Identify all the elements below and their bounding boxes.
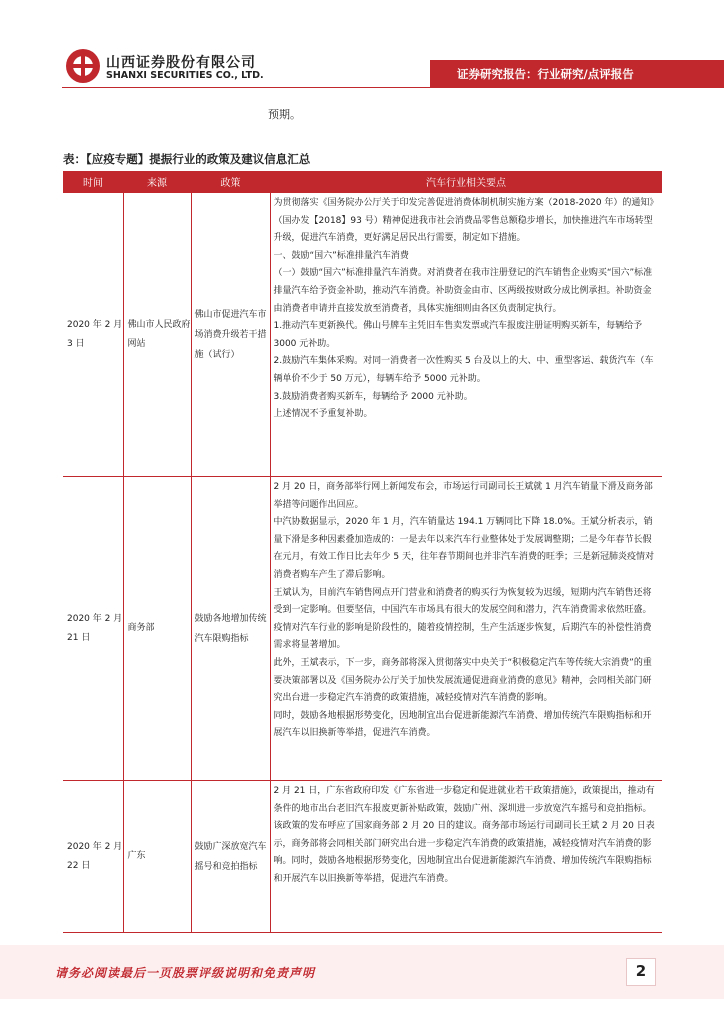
preceding-text: 预期。: [268, 108, 301, 121]
point-paragraph: 为贯彻落实《国务院办公厅关于印发完善促进消费体制机制实施方案（2018-2020 年）的通知》（国办发【2018】93 号）精神促进我市社会消费品零售总额稳步增长，加快推进汽车市场转型升级，促进汽车消费，更好满足居民出行需要，制定如下措施。: [273, 198, 659, 244]
table-row: [63, 781, 662, 933]
point-paragraph: 2.鼓励汽车集体采购。对同一消费者一次性购买 5 台及以上的大、中、重型客运、载货汽车（车辆单价不少于 50 万元），每辆车给予 5000 元补助。: [273, 356, 654, 384]
header-points: 汽车行业相关要点: [270, 171, 662, 193]
company-logo: [66, 49, 100, 83]
page-number-box: [626, 958, 656, 986]
row-date: 2020 年 2 月 3 日: [63, 193, 123, 477]
point-paragraph: 2 月 20 日，商务部举行网上新闻发布会，市场运行司副司长王斌就 1 月汽车销量下滑及商务部举措等问题作出回应。: [273, 482, 653, 510]
header-policy: 政策: [191, 171, 270, 193]
policy-table: [63, 171, 662, 933]
row-date: 2020 年 2 月 21 日: [63, 477, 123, 781]
row-policy: 鼓励广深放宽汽车摇号和竞拍指标: [191, 781, 270, 933]
row-points: [270, 781, 662, 933]
row-policy: 佛山市促进汽车市场消费升级若干措施（试行）: [191, 193, 270, 477]
point-paragraph: 王斌认为，目前汽车销售网点开门营业和消费者的购买行为恢复较为迟缓，短期内汽车销售还将受到一定影响。但要坚信，中国汽车市场具有很大的发展空间和潜力，汽车消费需求依然旺盛。疫情对汽车行业的影响是阶段性的，随着疫情控制，生产生活逐步恢复，后期汽车的补偿性消费需求将显著增加。: [273, 587, 652, 651]
table-header-row: [63, 171, 662, 193]
row-points: [270, 193, 662, 477]
row-source: 商务部: [123, 477, 191, 781]
row-source: 广东: [123, 781, 191, 933]
point-paragraph: 此外，王斌表示，下一步，商务部将深入贯彻落实中央关于“积极稳定汽车等传统大宗消费”的重要决策部署以及《国务院办公厅关于加快发展流通促进商业消费的意见》精神，会同相关部门研究出台进一步稳定汽车消费的政策措施，减轻疫情对汽车消费的影响。: [273, 657, 652, 704]
page-number: 2: [635, 962, 647, 980]
row-policy: 鼓励各地增加传统汽车限购指标: [191, 477, 270, 781]
point-paragraph: （一）鼓励“国六”标准排量汽车消费。对消费者在我市注册登记的汽车销售企业购买“国六”标准排量汽车给予资金补助，推动汽车消费。补助资金由市、区两级按财政分成比例承担。补助资金由消费者申请并直接发放至消费者，具体实施细则由各区负责制定执行。: [273, 268, 653, 314]
row-source: 佛山市人民政府网站: [123, 193, 191, 477]
table-caption: 表：【应疫专题】提振行业的政策及建议信息汇总: [63, 152, 311, 166]
company-name-cn: 山西证券股份有限公司: [106, 55, 256, 71]
point-paragraph: 一、鼓励“国六”标准排量汽车消费: [273, 250, 409, 261]
report-type: 证券研究报告：行业研究/点评报告: [457, 67, 634, 81]
header-divider: [62, 87, 662, 88]
footer-disclaimer: 请务必阅读最后一页股票评级说明和免责声明: [55, 966, 316, 980]
table-row: [63, 193, 662, 477]
point-paragraph: 该政策的发布呼应了国家商务部 2 月 20 日的建议。商务部市场运行司副司长王斌 2 月 20 日表示，商务部将会同相关部门研究出台进一步稳定汽车消费的政策措施，减轻疫情对汽车消费的影响。同时，鼓励各地根据形势变化，因地制宜出台促进新能源汽车消费、增加传统汽车限购指标和开展汽车以旧换新等举措，促进汽车消费。: [273, 821, 655, 884]
header-source: 来源: [123, 171, 191, 193]
company-name-en: SHANXI SECURITIES CO., LTD.: [106, 70, 264, 81]
row-points: [270, 477, 662, 781]
point-paragraph: 同时，鼓励各地根据形势变化，因地制宜出台促进新能源汽车消费、增加传统汽车限购指标和开展汽车以旧换新等举措，促进汽车消费。: [273, 710, 652, 739]
table-row: [63, 477, 662, 781]
point-paragraph: 上述情况不予重复补助。: [273, 409, 373, 420]
point-paragraph: 中汽协数据显示，2020 年 1 月，汽车销量达 194.1 万辆同比下降 18.0%。王斌分析表示，销量下滑是多种因素叠加造成的：一是去年以来汽车行业整体处于发展调整期；二是今年春节长假在元月，有效工作日比去年少 5 天，往年春节期间也并非汽车消费的旺季；三是新冠肺炎疫情对消费者购车产生了滞后影响。: [273, 517, 654, 580]
point-paragraph: 1.推动汽车更新换代。佛山号牌车主凭旧车售卖发票或汽车报废注册证明购买新车，每辆给予 3000 元补助。: [273, 321, 643, 349]
row-date: 2020 年 2 月 22 日: [63, 781, 123, 933]
point-paragraph: 3.鼓励消费者购买新车，每辆给予 2000 元补助。: [273, 391, 473, 402]
point-paragraph: 2 月 21 日，广东省政府印发《广东省进一步稳定和促进就业若干政策措施》，政策提出，推动有条件的地市出台老旧汽车报废更新补贴政策，鼓励广州、深圳进一步放宽汽车摇号和竞拍指标。: [273, 786, 655, 814]
header-time: 时间: [63, 171, 123, 193]
